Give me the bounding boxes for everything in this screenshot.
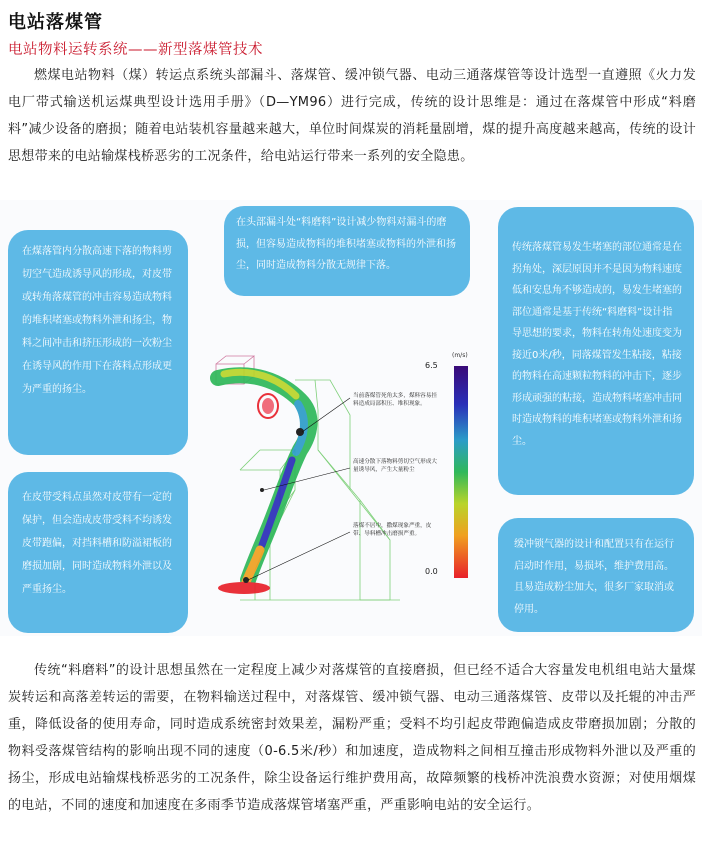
- intro-paragraph: 燃煤电站物料（煤）转运点系统头部漏斗、落煤管、缓冲锁气器、电动三通落煤管等设计选型一直遵照《火力发电厂带式输送机运煤典型设计选用手册》（D—YM96）进行完成，传统的设计思维是：通过在落煤管中形成“料磨料”减少设备的磨损；随着电站装机容量越来越大，单位时间煤炭的消耗量剧增，煤的提升高度越来越高，传统的设计思想带来的电站输煤栈桥恶劣的工况条件，给电站运行带来一系列的安全隐患。: [8, 68, 696, 164]
- velocity-scale-min-label: 0.0: [425, 567, 438, 576]
- callout-bubble-belt-receiving: 在皮带受料点虽然对皮带有一定的保护，但会造成皮带受料不均诱发皮带跑偏，对挡料槽和防溢裙板的磨损加剧，同时造成物料外泄以及严重扬尘。: [8, 472, 188, 633]
- callout-bubble-induced-airflow: 在煤落管内分散高速下落的物料剪切空气造成诱导风的形成，对皮带或转角落煤管的冲击容易造成物料的堆积堵塞或物料外泄和扬尘，物料之间冲击和挤压形成的一次粉尘在诱导风的作用下在落料点形成更为严重的扬尘。: [8, 230, 188, 455]
- velocity-color-scale: [454, 366, 468, 578]
- callout-bubble-corner-blockage: 传统落煤管易发生堵塞的部位通常是在拐角处，深层原因并不是因为物料速度低和安息角不够造成的，易发生堵塞的部位通常是基于传统“料磨料”设计指导思想的要求，物料在转角处速度变为接近0米/秒，同落煤管发生粘接，粘接的物料在高速颗粒物料的冲击下，逐步形成顽强的粘接，造成物料堵塞冲击同时造成物料的堆积堵塞或物料外泄和扬尘。: [498, 207, 694, 495]
- callout-bubble-head-hopper: 在头部漏斗处“料磨料”设计减少物料对漏斗的磨损，但容易造成物料的堆积堵塞或物料的外泄和扬尘，同时造成物料分散无规律下落。: [224, 206, 470, 296]
- chute-simulation-figure: [200, 340, 500, 640]
- particle-stream: [218, 372, 309, 594]
- page-title: 电站落煤管: [8, 12, 103, 33]
- closing-paragraph: 传统“料磨料”的设计思想虽然在一定程度上减少对落煤管的直接磨损，但已经不适合大容量发电机组电站大量煤炭转运和高落差转运的需要，在物料输送过程中，对落煤管、缓冲锁气器、电动三通落煤管、皮带以及托辊的冲击严重，降低设备的使用寿命，同时造成系统密封效果差，漏粉严重；受料不均引起皮带跑偏造成皮带磨损加剧；分散的物料受落煤管结构的影响出现不同的速度（0-6.5米/秒）和加速度，造成物料之间相互撞击形成物料外泄以及严重的扬尘，形成电站输煤栈桥恶劣的工况条件，除尘设备运行维护费用高，故障频繁的栈桥冲洗浪费水资源；对使用烟煤的电站，不同的速度和加速度在多雨季节造成落煤管堵塞严重，严重影响电站的安全运行。: [8, 663, 696, 813]
- callout-bubble-buffer-lock: 缓冲锁气器的设计和配置只有在运行启动时作用，易损坏，维护费用高。且易造成粉尘加大，很多厂家取消或停用。: [498, 518, 694, 632]
- figure-annotation-induced-wind: 高速分散下落物料剪切空气形成大量诱导风，产生大量粉尘: [353, 459, 437, 473]
- velocity-scale-max-label: 6.5: [425, 361, 438, 370]
- figure-annotation-dead-corners: 当前落煤管死角太多，煤料容易挂料造成局部积压、堆积现象。: [353, 393, 437, 407]
- velocity-scale-unit: (m/s): [452, 352, 468, 359]
- figure-annotation-off-center: 落煤不居中，撒煤现象严重，皮带、导料槽冲击磨损严重。: [353, 523, 432, 537]
- page-subtitle: 电站物料运转系统——新型落煤管技术: [8, 42, 263, 58]
